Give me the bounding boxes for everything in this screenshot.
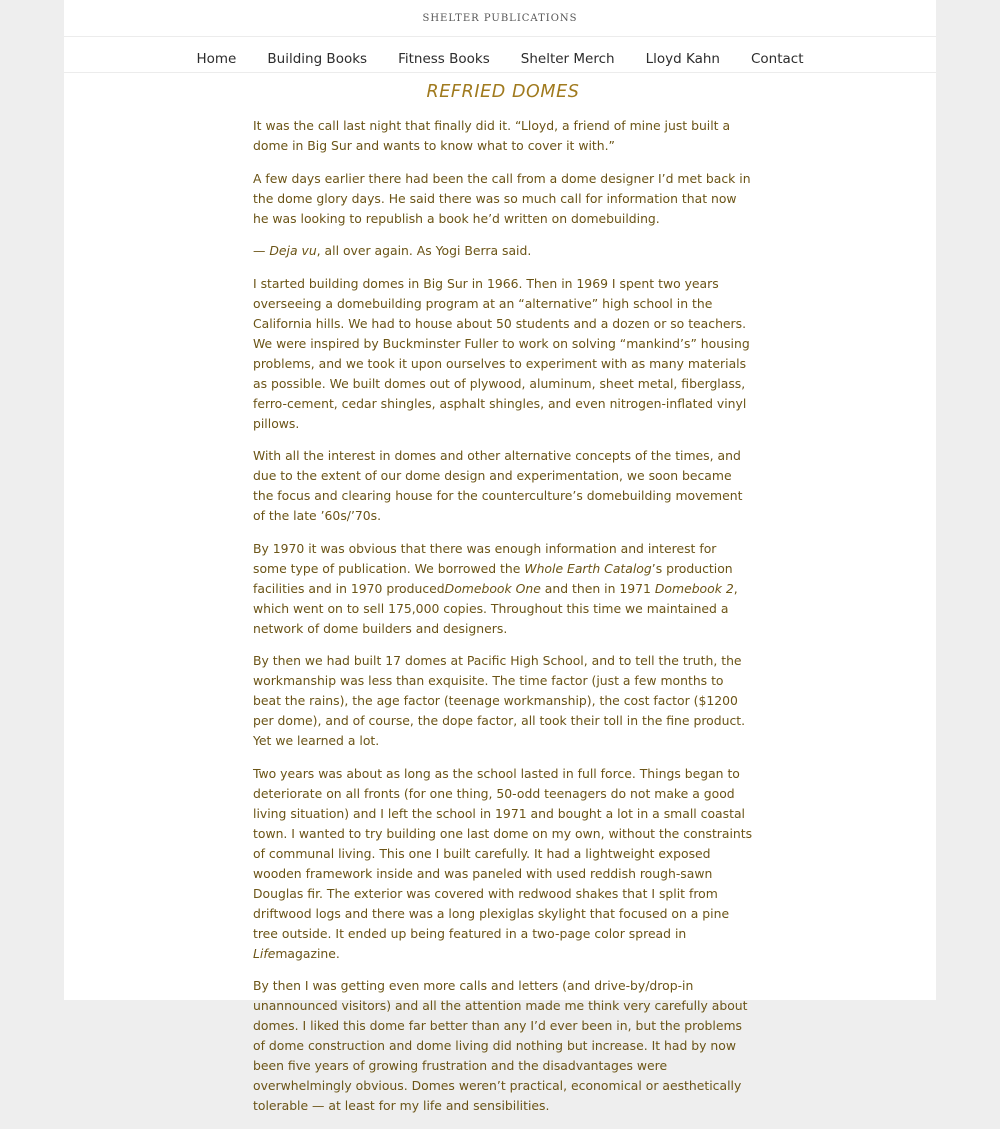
italic-text: Domebook 2 [654, 580, 734, 596]
site-header [64, 0, 936, 37]
paragraph: I started building domes in Big Sur in 1966. Then in 1969 I spent two years overseeing a domebuilding program at an “alternative” high school in the California hills. We had to house about 50 students and a dozen or so teachers. We were inspired by Buckminster Fuller to work on solving “mankind’s” housing problems, and we took it upon ourselves to experiment with as many materials as possible. We built domes out of plywood, aluminum, sheet metal, fiberglass, ferro-cement, cedar shingles, asphalt shingles, and even nitrogen-inflated vinyl pillows. [253, 275, 750, 431]
nav-fitness-books[interactable]: Fitness Books [398, 50, 490, 67]
italic-text: Whole Earth Catalog [524, 560, 652, 576]
paragraph [253, 539, 753, 639]
site-title[interactable]: SHELTER PUBLICATIONS [422, 12, 578, 24]
nav-building-books[interactable]: Building Books [267, 50, 368, 67]
paragraph [253, 764, 753, 964]
paragraph-text: ’s production facilities and in 1970 produced [253, 560, 733, 596]
paragraph-text: Two years was about as long as the school lasted in full force. Things began to deteriorate on all fronts (for one thing, 50-odd teenagers do not make a good living situation) and I left the school in 1971 and bought a lot in a small coastal town. I wanted to try building one last dome on my own, without the constraints of communal living. This one I built carefully. It had a lightweight exposed wooden framework inside and was paneled with used reddish rough-sawn Douglas fir. The exterior was covered with redwood shakes that I split from driftwood logs and there was a long plexiglas skylight that focused on a pine tree outside. It ended up being featured in a two-page color spread in [253, 765, 753, 941]
paragraph: By then we had built 17 domes at Pacific High School, and to tell the truth, the workmanship was less than exquisite. The time factor (just a few months to beat the rains), the age factor (teenage workmanship), the cost factor ($1200 per dome), and of course, the dope factor, all took their toll in the fine product. Yet we learned a lot. [253, 653, 746, 748]
paragraph: It was the call last night that finally did it. “Lloyd, a friend of mine just built a dome in Big Sur and wants to know what to cover it with.” [253, 118, 731, 153]
italic-text: Life [253, 945, 276, 961]
main-nav [64, 37, 936, 73]
paragraph: By then I was getting even more calls and letters (and drive-by/drop-in unannounced visitors) and all the attention made me think very carefully about domes. I liked this dome far better than any I’d ever been in, but the problems of dome construction and dome living did nothing but increase. It had by now been five years of growing frustration and the disadvantages were overwhelmingly obvious. Domes weren’t practical, economical or aesthetically tolerable — at least for my life and sensibilities. [253, 978, 748, 1113]
nav-contact[interactable]: Contact [750, 50, 804, 67]
paragraph-text: By 1970 it was obvious that there was enough information and interest for some type of publication. We borrowed the [253, 540, 717, 576]
italic-text: Domebook One [444, 580, 541, 596]
paragraph: With all the interest in domes and other alternative concepts of the times, and due to the extent of our dome design and experimentation, we soon became the focus and clearing house for the counterculture’s domebuilding movement of the late ’60s/’70s. [253, 448, 743, 523]
paragraph [253, 241, 753, 261]
nav-lloyd-kahn[interactable]: Lloyd Kahn [645, 50, 720, 67]
nav-home[interactable]: Home [196, 50, 237, 67]
post-title: REFRIED DOMES [426, 82, 580, 102]
paragraph-text: , which went on to sell 175,000 copies. Throughout this time we maintained a network of dome builders and designers. [253, 580, 738, 636]
paragraph-text: , all over again. As Yogi Berra said. [316, 243, 532, 258]
em-dash: — [253, 243, 270, 258]
italic-text: Deja vu [269, 243, 317, 258]
paragraph: A few days earlier there had been the call from a dome designer I’d met back in the dome glory days. He said there was so much call for information that now he was looking to republish a book he’d written on domebuilding. [253, 170, 751, 226]
paragraph-text: magazine. [275, 945, 340, 961]
page [64, 0, 936, 1113]
paragraph-text: and then in 1971 [540, 580, 655, 596]
nav-shelter-merch[interactable]: Shelter Merch [520, 50, 615, 67]
article [253, 82, 753, 1129]
